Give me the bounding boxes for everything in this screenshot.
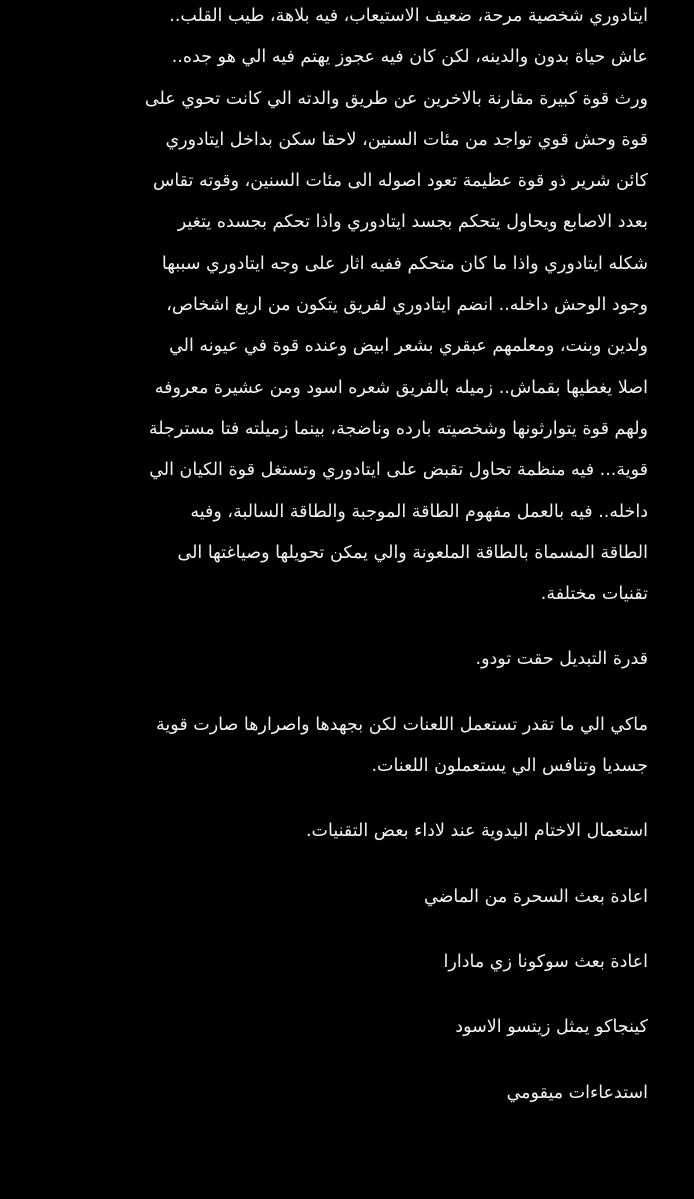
text-line: الطاقة المسماة بالطاقة الملعونة والي يمكن تحويلها وصياغتها الى [177,542,648,563]
text-line: قوية... فيه منظمة تحاول تقبض على ايتادوري وتستغل قوة الكيان الي [149,460,648,481]
text-line: وجود الوحش داخله.. انضم ايتادوري لفريق يتكون من اربع اشخاص، [166,295,648,316]
paragraph-gap [38,853,648,877]
paragraph-gap [38,983,648,1007]
text-line: قوة وحش قوي تواجد من مئات السنين، لاحقا سكن بداخل ايتادوري [165,129,648,150]
paragraph-revive-sorcerers: اعادة بعث السحرة من الماضي [423,886,648,907]
paragraph-gap [38,615,648,639]
paragraph-revive-sukuna: اعادة بعث سوكونا زي مادارا [443,951,648,972]
text-line: عاش حياة بدون والدينه، لكن كان فيه عجوز يهتم فيه الي هو جده.. [171,47,648,68]
text-line: ماكي الي ما تقدر تستعمل اللعنات لكن بجهدها واصرارها صارت قوية [156,714,648,735]
text-line: داخله.. فيه بالعمل مفهوم الطاقة الموجبة والطاقة السالبة، وفيه [190,501,648,522]
text-line: ولهم قوة يتوارثونها وشخصيته بارده وناضجة، بينما زميلته فتا مسترجلة [148,418,648,439]
paragraph-maki [38,705,648,788]
paragraph-gap [38,681,648,705]
paragraph-story [38,0,648,615]
note-text-body[interactable] [38,0,648,1114]
paragraph-kenjaku: كينجاكو يمثل زيتسو الاسود [455,1017,648,1038]
text-line: ولدين وبنت، ومعلمهم عبقري بشعر ابيض وعنده قوة في عيونه الي [169,336,648,357]
paragraph-hand-seals: استعمال الاختام اليدوية عند لاداء بعض التقنيات. [305,821,648,842]
text-line: بعدد الاصابع ويحاول يتحكم بجسد ايتادوري واذا تحكم بجسده يتغير [177,212,648,233]
paragraph-gap [38,918,648,942]
text-line: اصلا يغطيها بقماش.. زميله بالفريق شعره اسود ومن عشيرة معروفه [154,377,648,398]
text-line: تقنيات مختلفة. [540,584,648,605]
paragraph-megumi-summons: استدعاءات ميقومي [506,1082,648,1103]
text-line: شكله ايتادوري واذا ما كان متحكم ففيه اثار على وجه ايتادوري سببها [161,253,648,274]
text-line: ورث قوة كبيرة مقارنة بالاخرين عن طريق والدته الي كانت تحوي على [144,88,648,109]
paragraph-gap [38,787,648,811]
text-line: ايتادوري شخصية مرحة، ضعيف الاستيعاب، فيه بلاهة، طيب القلب.. [169,6,648,26]
text-line: كائن شرير ذو قوة عظيمة تعود اصوله الى مئات السنين، وقوته تقاس [152,171,648,192]
paragraph-gap [38,1049,648,1073]
text-line: جسديا وتنافس الي يستعملون اللعنات. [371,756,648,777]
paragraph-todo-ability: قدرة التبديل حقت تودو. [475,649,648,670]
